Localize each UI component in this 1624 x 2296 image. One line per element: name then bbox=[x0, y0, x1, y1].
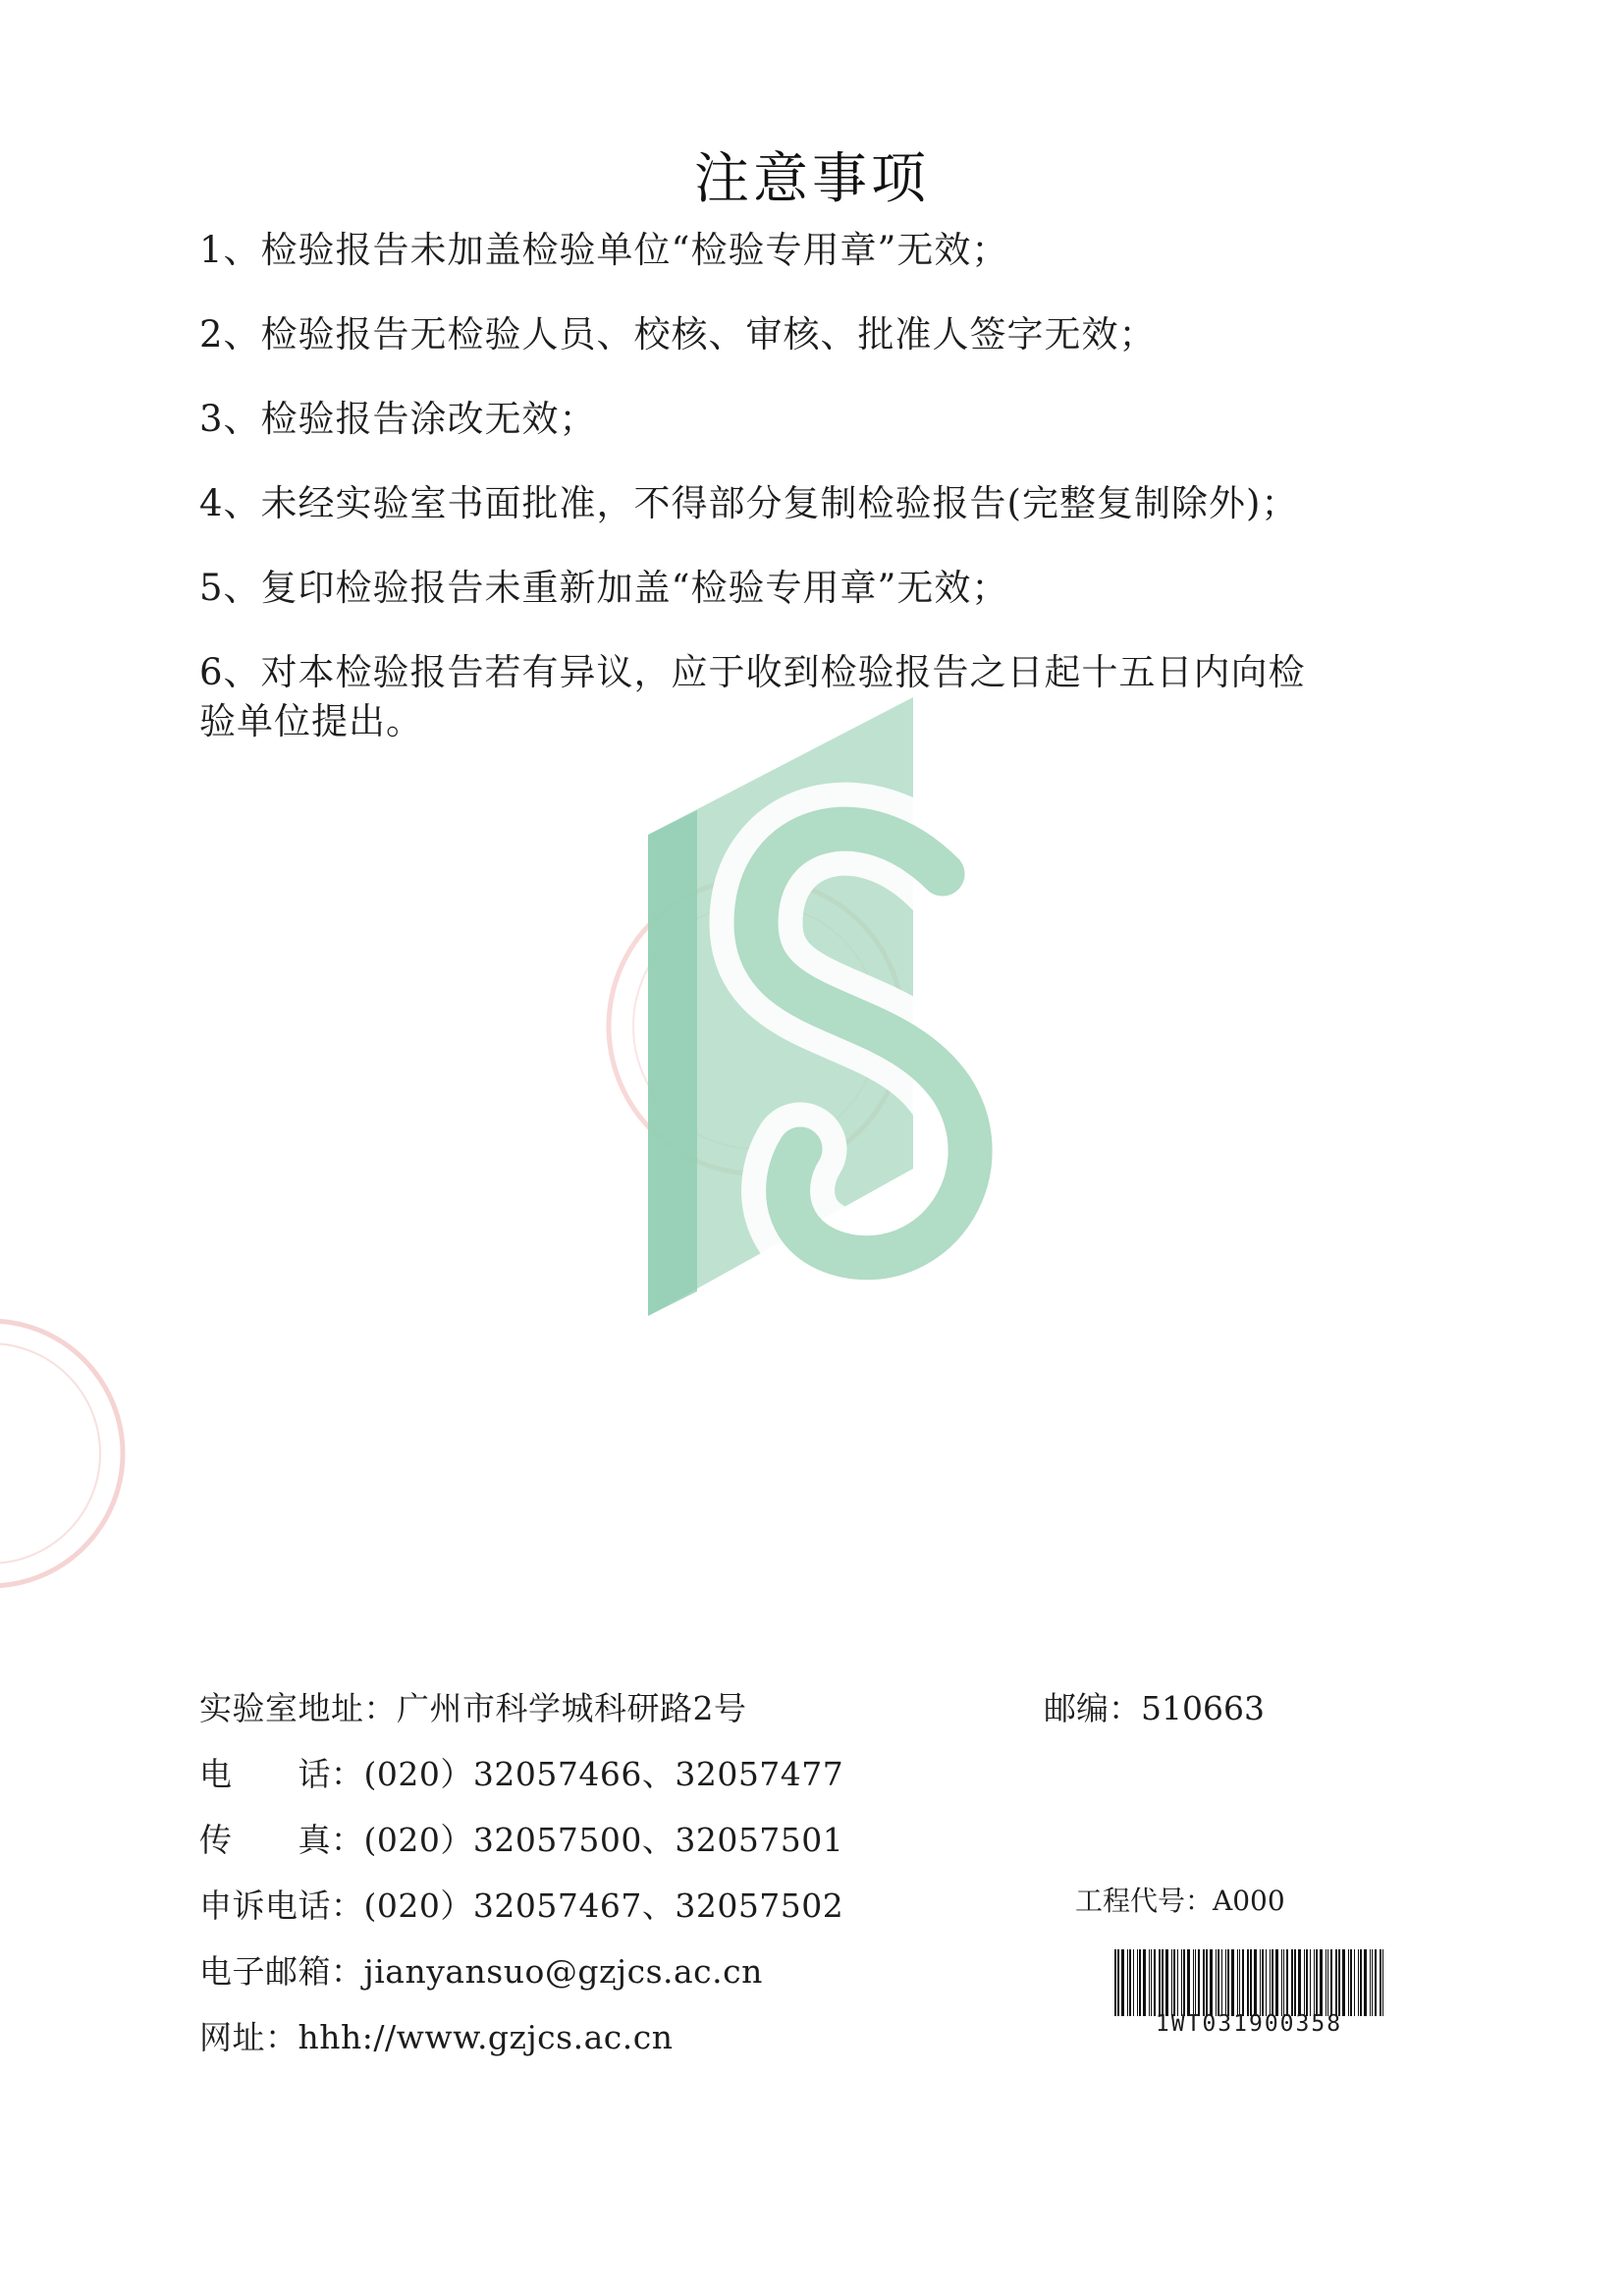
barcode-bar bbox=[1316, 1949, 1318, 2016]
barcode-bar bbox=[1380, 1949, 1381, 2016]
barcode-bar bbox=[1342, 1949, 1345, 2016]
barcode-bar bbox=[1335, 1949, 1337, 2016]
email-label: 电子邮箱： bbox=[199, 1952, 364, 1991]
barcode-bar bbox=[1137, 1949, 1138, 2016]
barcode-bar bbox=[1327, 1949, 1328, 2016]
address-row bbox=[199, 1684, 1083, 1750]
barcode-bar bbox=[1227, 1949, 1229, 2016]
phone-value: (020）32057466、32057477 bbox=[363, 1755, 844, 1793]
barcode-bar bbox=[1193, 1949, 1194, 2016]
postcode-label: 邮编： bbox=[1044, 1689, 1141, 1727]
phone-row bbox=[199, 1750, 1083, 1816]
barcode-number: 1WT031900358 bbox=[1155, 2011, 1343, 2037]
barcode-bar bbox=[1272, 1949, 1273, 2016]
barcode-bar bbox=[1225, 1949, 1226, 2016]
complaint-row bbox=[199, 1882, 1083, 1947]
project-code-value: A000 bbox=[1213, 1885, 1285, 1917]
barcode-bar bbox=[1239, 1949, 1240, 2016]
barcode-bar bbox=[1348, 1949, 1349, 2016]
barcode-bar bbox=[1187, 1949, 1190, 2016]
address-value: 广州市科学城科研路2号 bbox=[397, 1689, 747, 1727]
barcode-bar bbox=[1121, 1949, 1124, 2016]
barcode-bar bbox=[1360, 1949, 1362, 2016]
barcode-bar bbox=[1173, 1949, 1175, 2016]
email-row bbox=[199, 1947, 1083, 2013]
barcode-bar bbox=[1154, 1949, 1156, 2016]
website-value: hhh://www.gzjcs.ac.cn bbox=[298, 2018, 674, 2056]
barcode-bar bbox=[1117, 1949, 1119, 2016]
barcode-bar bbox=[1354, 1949, 1355, 2016]
notice-item: 2、检验报告无检验人员、校核、审核、批准人签字无效； bbox=[199, 313, 1157, 355]
barcode bbox=[1110, 1949, 1387, 2016]
postcode bbox=[1044, 1684, 1265, 1733]
barcode-bar bbox=[1358, 1949, 1359, 2016]
fax-value: (020）32057500、32057501 bbox=[363, 1821, 844, 1859]
barcode-bar bbox=[1304, 1949, 1305, 2016]
page-title: 注意事项 bbox=[694, 147, 930, 211]
barcode-bar bbox=[1129, 1949, 1131, 2016]
website-label: 网址： bbox=[199, 2018, 298, 2056]
barcode-bar bbox=[1177, 1949, 1178, 2016]
barcode-bar bbox=[1181, 1949, 1182, 2016]
barcode-bar bbox=[1210, 1949, 1213, 2016]
barcode-bar bbox=[1198, 1949, 1200, 2016]
barcode-bar bbox=[1338, 1949, 1340, 2016]
postcode-value: 510663 bbox=[1141, 1689, 1265, 1727]
barcode-bar bbox=[1375, 1949, 1377, 2016]
logo-watermark bbox=[589, 678, 1080, 1365]
barcode-bar bbox=[1262, 1949, 1264, 2016]
notice-item: 5、复印检验报告未重新加盖“检验专用章”无效； bbox=[199, 567, 1009, 609]
complaint-value: (020）32057467、32057502 bbox=[363, 1886, 844, 1925]
barcode-bar bbox=[1294, 1949, 1296, 2016]
red-seal-stamp bbox=[0, 1306, 128, 1601]
barcode-bar bbox=[1206, 1949, 1208, 2016]
barcode-bar bbox=[1281, 1949, 1282, 2016]
barcode-bar bbox=[1306, 1949, 1308, 2016]
notice-item: 6、对本检验报告若有异议，应于收到检验报告之日起十五日内向检验单位提出。 bbox=[199, 651, 1306, 742]
barcode-bar bbox=[1291, 1949, 1293, 2016]
barcode-bar bbox=[1270, 1949, 1271, 2016]
barcode-bar bbox=[1171, 1949, 1172, 2016]
barcode-bar bbox=[1310, 1949, 1311, 2016]
barcode-bar bbox=[1159, 1949, 1161, 2016]
barcode-bar bbox=[1250, 1949, 1252, 2016]
barcode-bar bbox=[1254, 1949, 1257, 2016]
barcode-bar bbox=[1133, 1949, 1134, 2016]
complaint-label: 申诉电话： bbox=[199, 1886, 364, 1925]
barcode-bar bbox=[1298, 1949, 1301, 2016]
address-label: 实验室地址： bbox=[199, 1689, 397, 1727]
barcode-bar bbox=[1165, 1949, 1168, 2016]
contact-block bbox=[199, 1684, 1083, 2079]
notice-item: 4、未经实验室书面批准，不得部分复制检验报告(完整复制除外)； bbox=[199, 482, 1299, 524]
barcode-bar bbox=[1314, 1949, 1315, 2016]
barcode-bar bbox=[1266, 1949, 1267, 2016]
barcode-bar bbox=[1203, 1949, 1205, 2016]
project-code bbox=[1075, 1882, 1285, 1921]
barcode-bar bbox=[1218, 1949, 1219, 2016]
barcode-bar bbox=[1237, 1949, 1238, 2016]
notice-item: 3、检验报告涂改无效； bbox=[199, 398, 597, 440]
barcode-bar bbox=[1195, 1949, 1196, 2016]
barcode-bar bbox=[1231, 1949, 1234, 2016]
barcode-bar bbox=[1247, 1949, 1249, 2016]
fax-label: 传 真： bbox=[199, 1821, 364, 1859]
fax-row bbox=[199, 1816, 1083, 1882]
barcode-bar bbox=[1372, 1949, 1373, 2016]
barcode-bar bbox=[1364, 1949, 1367, 2016]
barcode-bar bbox=[1114, 1949, 1116, 2016]
barcode-bar bbox=[1286, 1949, 1288, 2016]
website-row bbox=[199, 2013, 1083, 2079]
project-code-label: 工程代号： bbox=[1075, 1885, 1214, 1917]
barcode-bar bbox=[1149, 1949, 1150, 2016]
barcode-bar bbox=[1139, 1949, 1141, 2016]
barcode-bar bbox=[1330, 1949, 1332, 2016]
barcode-bar bbox=[1350, 1949, 1352, 2016]
notice-item: 1、检验报告未加盖检验单位“检验专用章”无效； bbox=[199, 229, 1009, 271]
barcode-bar bbox=[1143, 1949, 1146, 2016]
barcode-bar bbox=[1275, 1949, 1278, 2016]
barcode-bar bbox=[1260, 1949, 1261, 2016]
barcode-bar bbox=[1162, 1949, 1164, 2016]
barcode-bar bbox=[1127, 1949, 1128, 2016]
barcode-bar bbox=[1283, 1949, 1284, 2016]
email-value: jianyansuo@gzjcs.ac.cn bbox=[363, 1952, 763, 1991]
barcode-bar bbox=[1221, 1949, 1222, 2016]
barcode-bar bbox=[1183, 1949, 1185, 2016]
phone-label: 电 话： bbox=[199, 1755, 364, 1793]
barcode-bar bbox=[1370, 1949, 1371, 2016]
barcode-bar bbox=[1320, 1949, 1323, 2016]
barcode-bar bbox=[1216, 1949, 1217, 2016]
barcode-bar bbox=[1242, 1949, 1244, 2016]
barcode-bar bbox=[1382, 1949, 1383, 2016]
barcode-bar bbox=[1151, 1949, 1152, 2016]
